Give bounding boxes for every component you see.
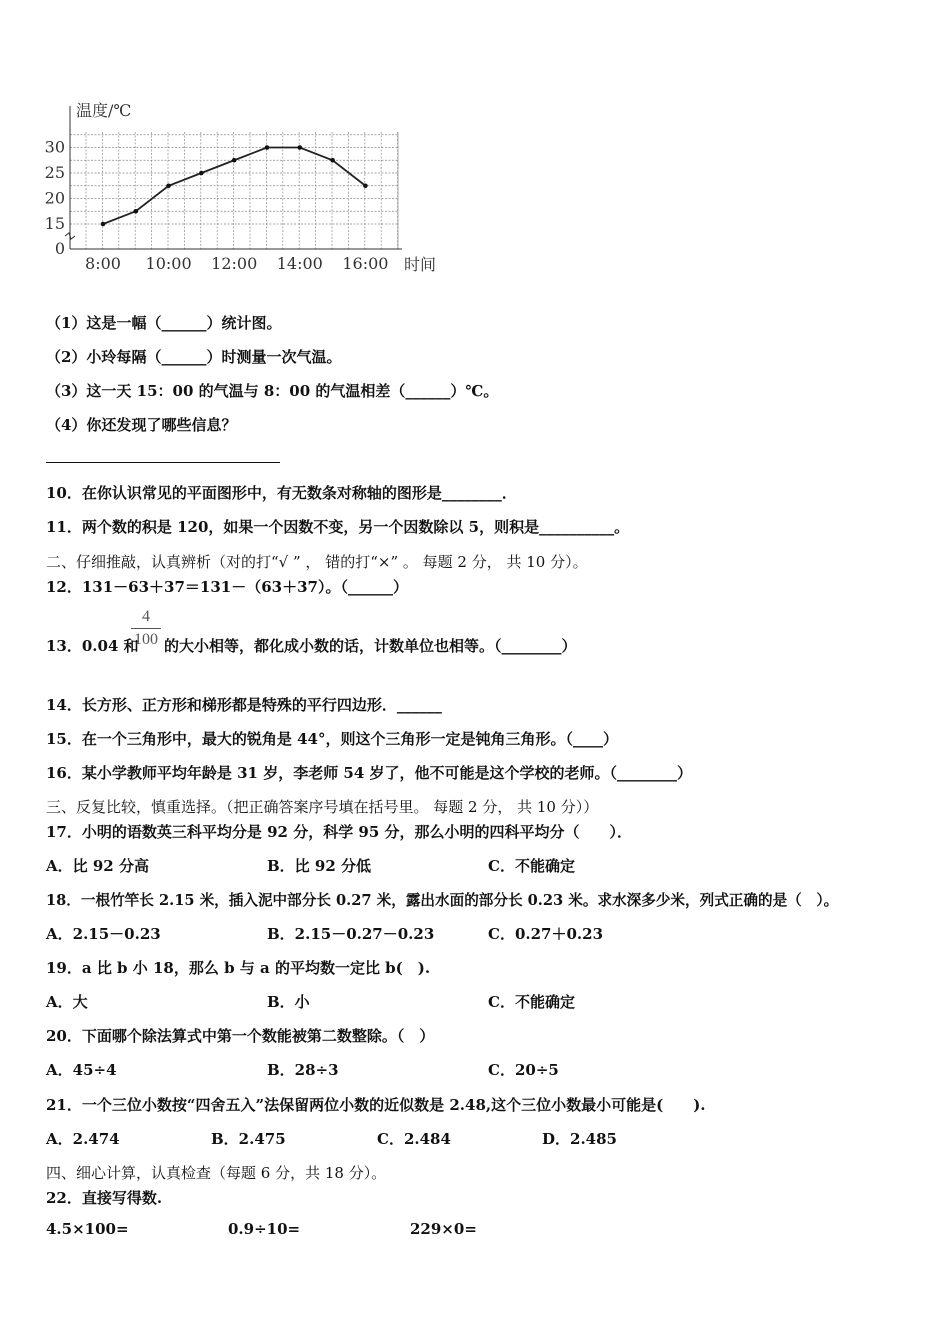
data-point [330,158,335,163]
q21-option-a: A．2.474 [46,1130,120,1148]
x-tick-label: 12:00 [211,254,258,273]
question-19: 19．a 比 b 小 18，那么 b 与 a 的平均数一定比 b( ). [46,959,431,977]
question-10: 10．在你认识常见的平面图形中，有无数条对称轴的图形是________． [46,484,517,502]
x-tick-label: 16:00 [342,254,389,273]
data-point [265,145,270,150]
question-11: 11．两个数的积是 120，如果一个因数不变，另一个因数除以 5，则积是__________。 [46,518,630,536]
data-point [199,171,204,176]
data-point [101,222,106,227]
data-point [166,183,171,188]
question-9-part-1: （1）这是一幅（______）统计图。 [46,314,282,332]
x-tick-label: 10:00 [145,254,192,273]
q21-option-c: C．2.484 [377,1130,451,1148]
section-2-heading: 二、仔细推敲，认真辨析（对的打“√ ” ， 错的打“×” 。 每题 2 分， 共 10 分）。 [46,553,588,571]
section-3-heading: 三、反复比较，慎重选择。（把正确答案序号填在括号里。 每题 2 分， 共 10 分）） [46,798,599,816]
y-axis-label: 温度/℃ [76,101,132,120]
q18-option-c: C．0.27＋0.23 [488,925,604,943]
fraction-numerator: 4 [142,608,150,625]
y-tick-label: 15 [44,214,65,233]
fraction-4-over-100 [131,607,161,650]
data-point [134,209,139,214]
fraction-denominator: 100 [134,631,158,648]
q20-option-c: C．20÷5 [488,1061,559,1079]
q17-option-c: C．不能确定 [488,857,575,875]
q22-expression-3: 229×0= [410,1220,477,1238]
y-tick-label: 30 [44,137,65,157]
chart-grid [70,132,398,249]
question-18: 18．一根竹竿长 2.15 米，插入泥中部分长 0.27 米，露出水面的部分长 0.23 米。求水深多少米，列式正确的是（ ）。 [46,892,839,909]
question-13-suffix: 的大小相等，都化成小数的话，计数单位也相等。（________） [164,637,577,655]
question-15: 15．在一个三角形中，最大的锐角是 44°，则这个三角形一定是钝角三角形。（____） [46,730,618,748]
question-20: 20．下面哪个除法算式中第一个数能被第二数整除。（ ） [46,1027,435,1045]
q22-expression-1: 4.5×100= [46,1220,129,1238]
y-tick-label: 0 [54,239,65,258]
data-point [363,183,368,188]
temperature-line-chart [40,92,460,282]
x-axis-label: 时间 [404,255,437,274]
q20-option-b: B．28÷3 [267,1061,339,1079]
question-22: 22．直接写得数. [46,1189,163,1207]
q19-option-b: B．小 [267,993,310,1011]
section-4-heading: 四、细心计算，认真检查（每题 6 分，共 18 分）。 [46,1164,387,1182]
question-21: 21．一个三位小数按“四舍五入”法保留两位小数的近似数是 2.48,这个三位小数最小可能是( ). [46,1096,706,1114]
y-tick-label: 25 [44,163,65,182]
fraction-bar [131,628,161,629]
question-17: 17．小明的语数英三科平均分是 92 分，科学 95 分，那么小明的四科平均分（ ）． [46,823,633,841]
q19-option-a: A．大 [46,993,88,1011]
y-tick-label: 20 [44,188,65,208]
q20-option-a: A．45÷4 [46,1061,117,1079]
x-tick-label: 8:00 [85,254,121,273]
question-9-part-3: （3）这一天 15：00 的气温与 8：00 的气温相差（______）℃。 [46,382,499,400]
question-9-part-4: （4）你还发现了哪些信息？ [46,416,237,434]
answer-line [46,462,280,463]
x-tick-label: 14:00 [276,254,323,273]
data-point [298,145,303,150]
q21-option-b: B．2.475 [211,1130,286,1148]
question-14: 14．长方形、正方形和梯形都是特殊的平行四边形．______ [46,696,442,714]
q21-option-d: D．2.485 [542,1130,617,1148]
q18-option-a: A．2.15－0.23 [46,925,161,943]
q19-option-c: C．不能确定 [488,993,575,1011]
data-point [232,158,237,163]
q22-expression-2: 0.9÷10= [228,1220,301,1238]
question-13-prefix: 13．0.04 和 [46,637,139,655]
question-12: 12．131－63＋37＝131－（63＋37）。（______） [46,578,408,596]
question-16: 16．某小学教师平均年龄是 31 岁，李老师 54 岁了，他不可能是这个学校的老师。（________） [46,764,693,782]
chart-tick-labels [45,138,389,274]
q17-option-b: B．比 92 分低 [267,857,371,875]
q18-option-b: B．2.15－0.27－0.23 [267,925,435,943]
question-9-part-2: （2）小玲每隔（______）时测量一次气温。 [46,348,342,366]
q17-option-a: A．比 92 分高 [46,857,149,875]
